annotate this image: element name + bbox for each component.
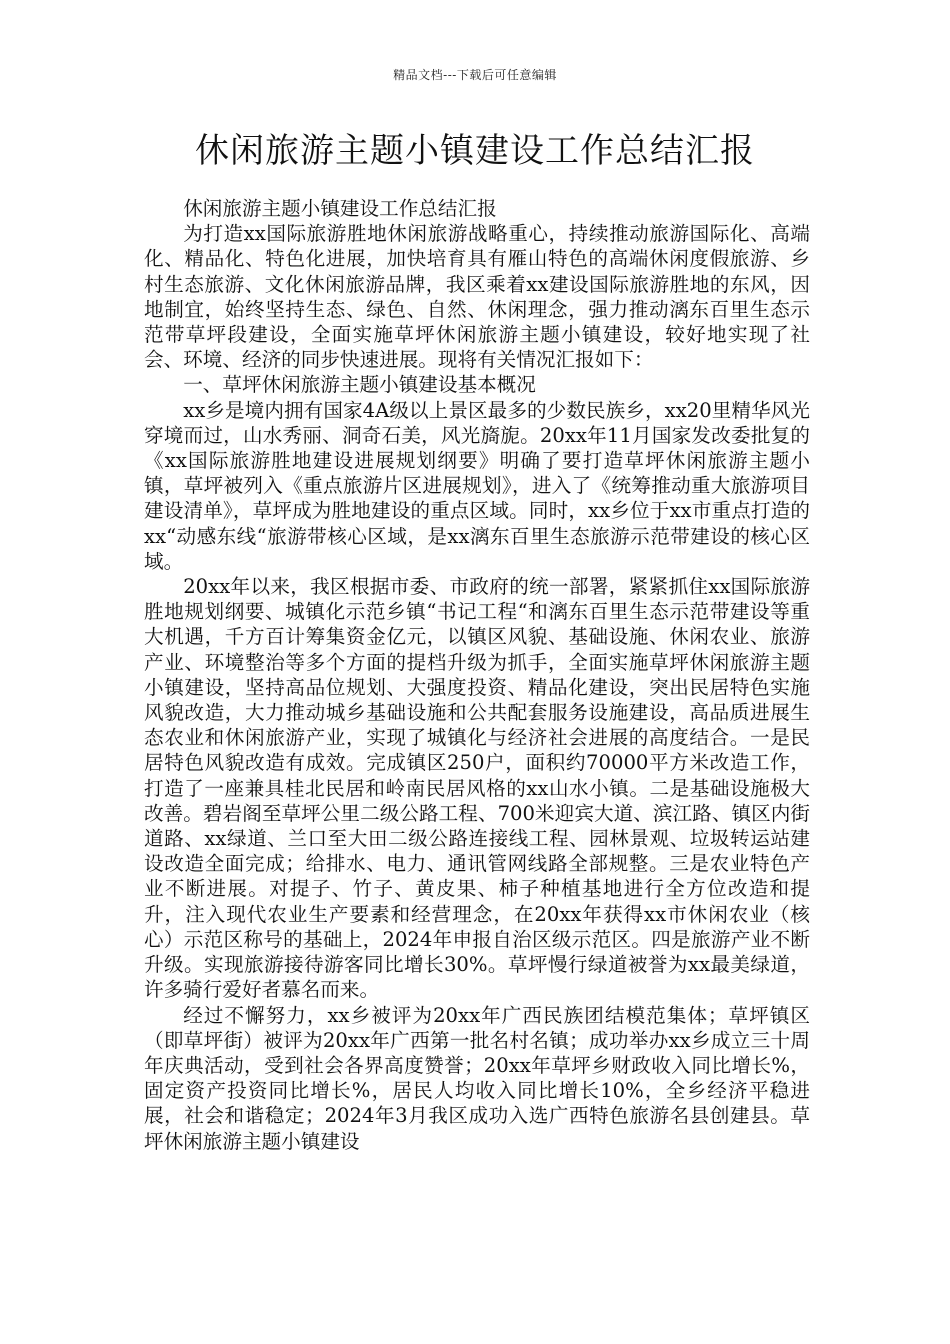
- paragraph-subtitle: 休闲旅游主题小镇建设工作总结汇报: [183, 197, 497, 220]
- document-title: 休闲旅游主题小镇建设工作总结汇报: [195, 131, 755, 171]
- paragraph-intro: 为打造xx国际旅游胜地休闲旅游战略重心，持续推动旅游国际化、高端化、精品化、特色化进展，加快培育具有雁山特色的高端休闲度假旅游、乡村生态旅游、文化休闲旅游品牌，我区乘着xx建设国际旅游胜地的东风，因地制宜，始终坚持生态、绿色、自然、休闲理念，强力推动漓东百里生态示范带草坪段建设，全面实施草坪休闲旅游主题小镇建设，较好地实现了社会、环境、经济的同步快速进展。现将有关情况汇报如下：: [144, 222, 810, 372]
- paragraph-overview: xx乡是境内拥有国家4A级以上景区最多的少数民族乡，xx20里精华风光穿境而过，山水秀丽、洞奇石美，风光旖旎。20xx年11月国家发改委批复的《xx国际旅游胜地建设进展规划纲要》明确了要打造草坪休闲旅游主题小镇，草坪被列入《重点旅游片区进展规划》，进入了《统筹推动重大旅游项目建设清单》，草坪成为胜地建设的重点区域。同时，xx乡位于xx市重点打造的xx“动感东线“旅游带核心区域，是xx漓东百里生态旅游示范带建设的核心区域。: [144, 398, 810, 573]
- header-note: 精品文档---下载后可任意编辑: [393, 68, 557, 82]
- paragraph-achievements: 经过不懈努力，xx乡被评为20xx年广西民族团结模范集体；草坪镇区（即草坪街）被评为20xx年广西第一批名村名镇；成功举办xx乡成立三十周年庆典活动，受到社会各界高度赞誉；20xx年草坪乡财政收入同比增长%，固定资产投资同比增长%，居民人均收入同比增长10%，全乡经济平稳进展，社会和谐稳定；2024年3月我区成功入选广西特色旅游名县创建县。草坪休闲旅游主题小镇建设: [144, 1003, 810, 1153]
- document-body: [144, 196, 810, 1154]
- section-heading-overview: 一、草坪休闲旅游主题小镇建设基本概况: [183, 373, 536, 397]
- paragraph-progress: 20xx年以来，我区根据市委、市政府的统一部署，紧紧抓住xx国际旅游胜地规划纲要、城镇化示范乡镇“书记工程“和漓东百里生态示范带建设等重大机遇，千方百计筹集资金亿元，以镇区风貌、基础设施、休闲农业、旅游产业、环境整治等多个方面的提档升级为抓手，全面实施草坪休闲旅游主题小镇建设，坚持高品位规划、大强度投资、精品化建设，突出民居特色实施风貌改造，大力推动城乡基础设施和公共配套服务设施建设，高品质进展生态农业和休闲旅游产业，实现了城镇化与经济社会进展的高度结合。一是民居特色风貌改造有成效。完成镇区250户，面积约70000平方米改造工作，打造了一座兼具桂北民居和岭南民居风格的xx山水小镇。二是基础设施极大改善。碧岩阁至草坪公里二级公路工程、700米迎宾大道、滨江路、镇区内街道路、xx绿道、兰口至大田二级公路连接线工程、园林景观、垃圾转运站建设改造全面完成；给排水、电力、通讯管网线路全部规整。三是农业特色产业不断进展。对提子、竹子、黄皮果、柿子种植基地进行全方位改造和提升，注入现代农业生产要素和经营理念，在20xx年获得xx市休闲农业（核心）示范区称号的基础上，2024年申报自治区级示范区。四是旅游产业不断升级。实现旅游接待游客同比增长30%。草坪慢行绿道被誉为xx最美绿道，许多骑行爱好者慕名而来。: [144, 575, 810, 1002]
